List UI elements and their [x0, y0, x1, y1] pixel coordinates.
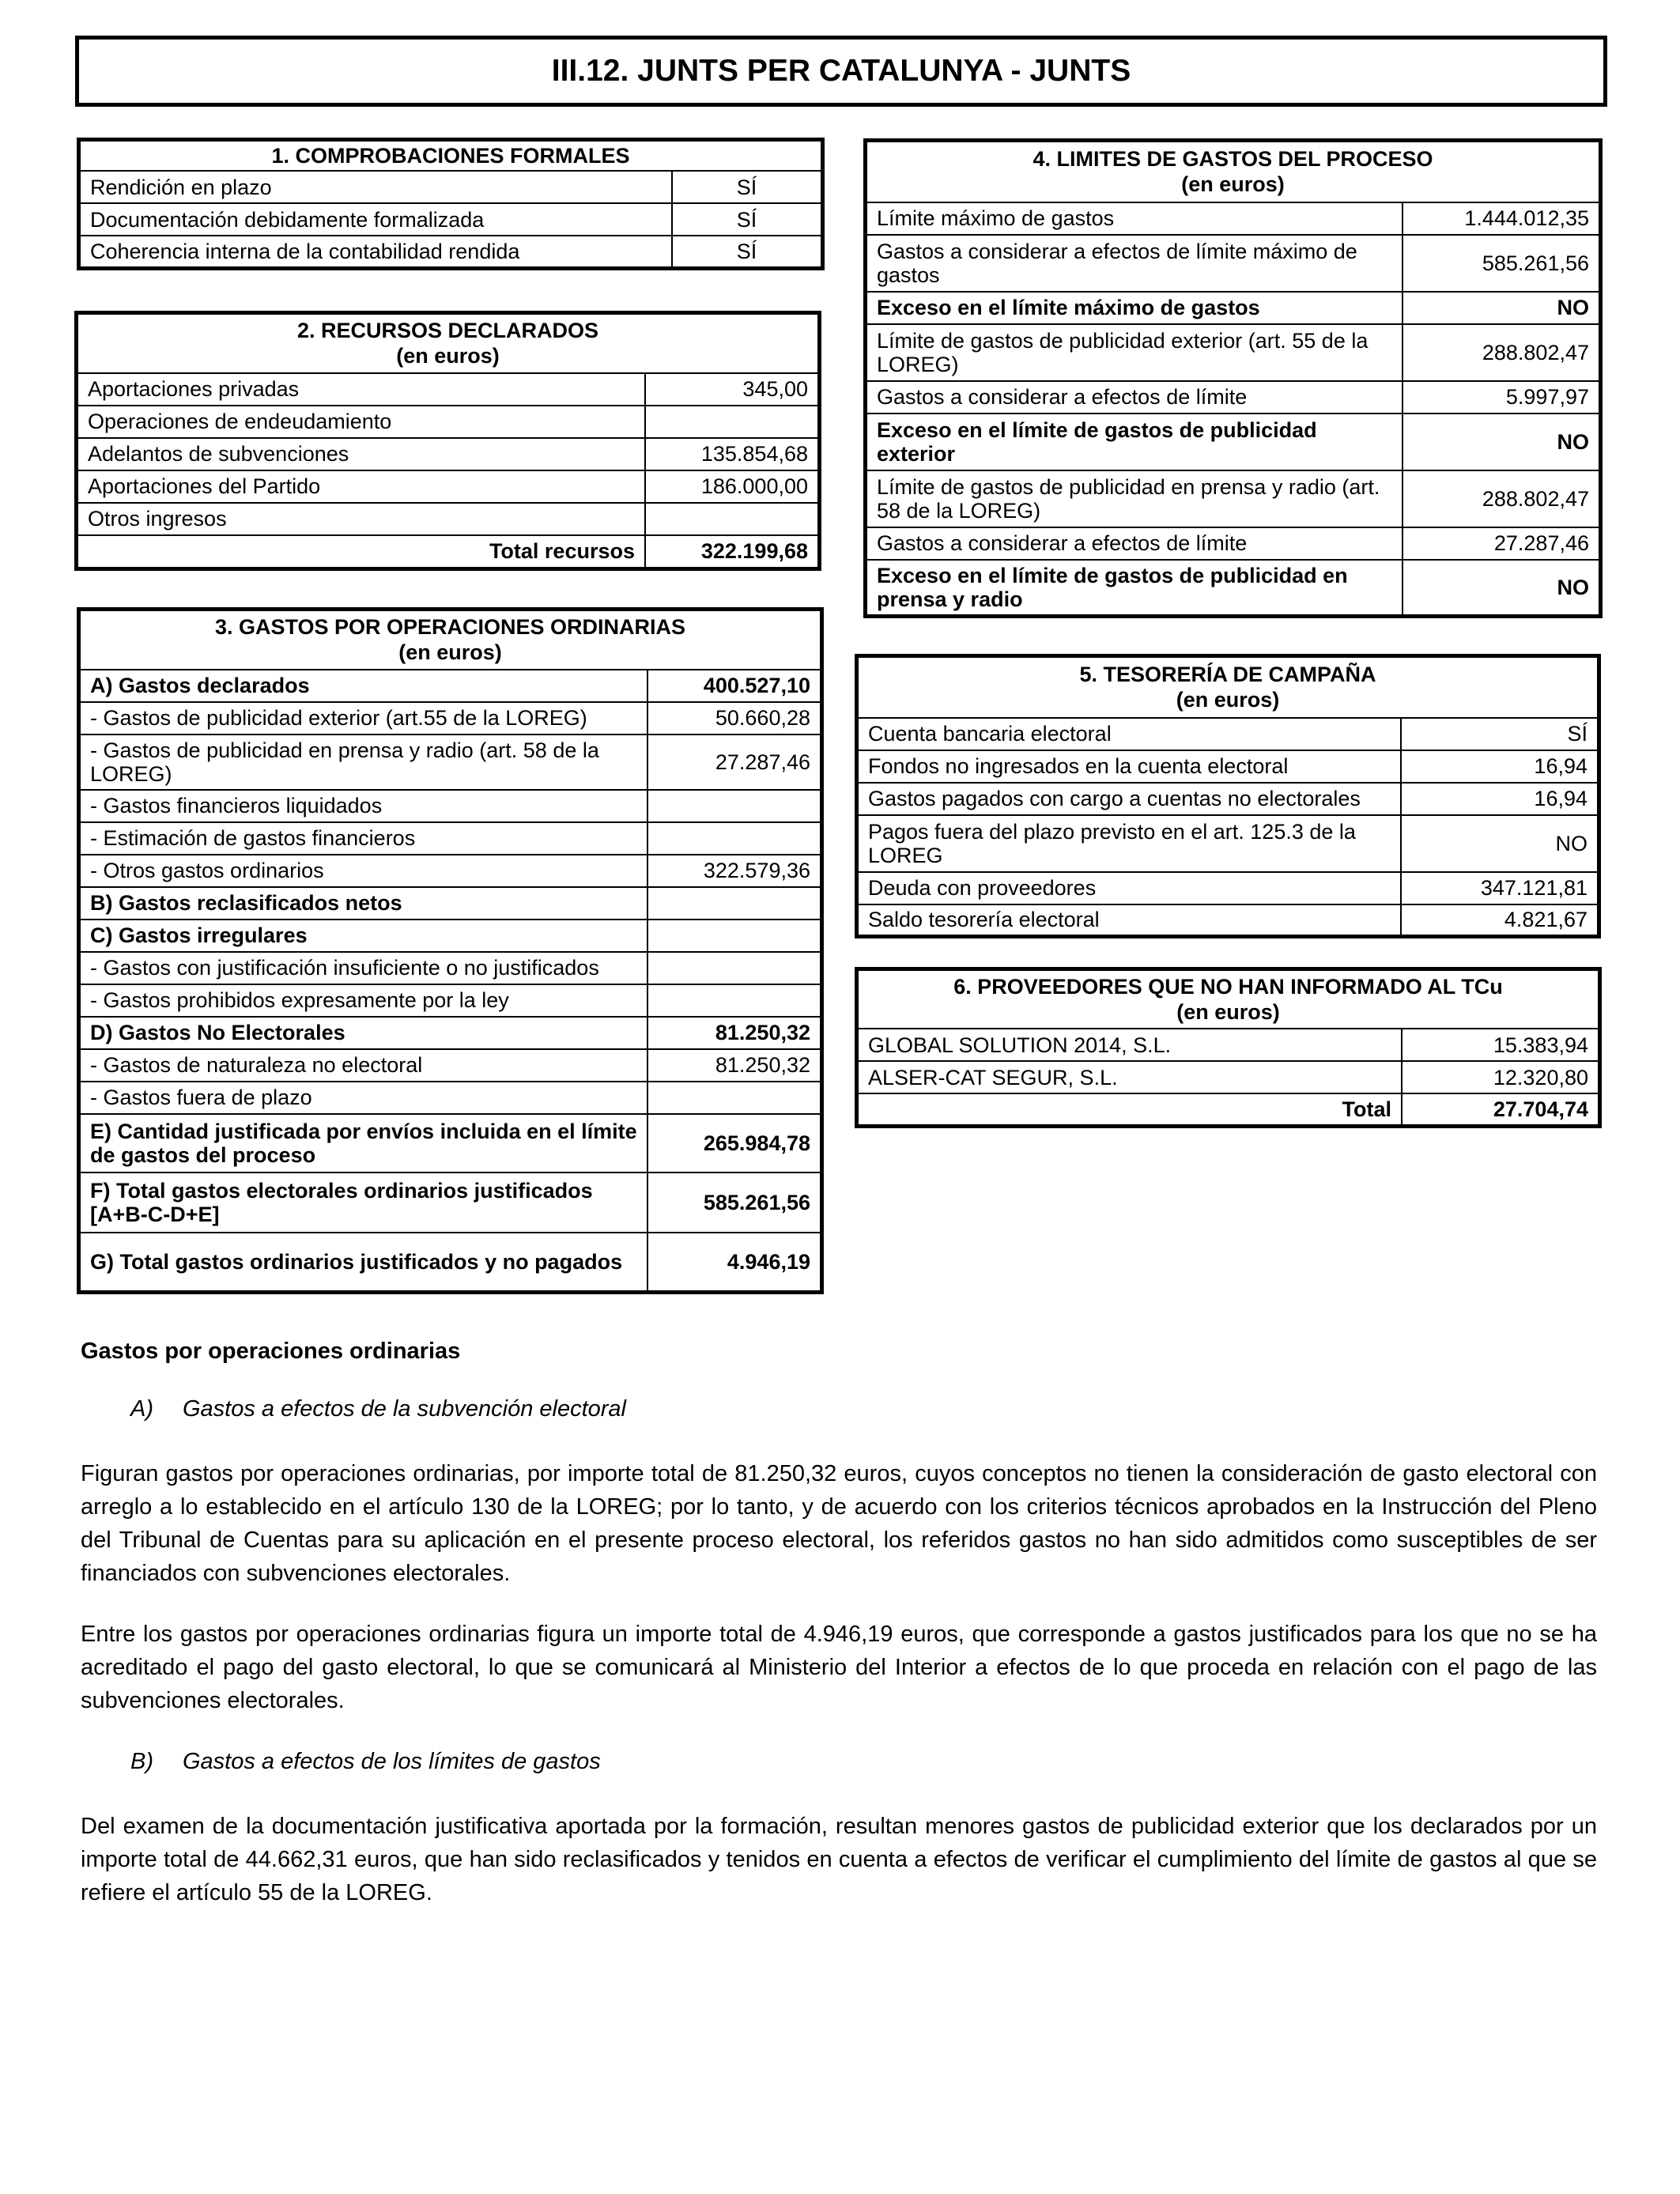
table-row: Exceso en el límite de gastos de publicidad exterior NO [866, 413, 1601, 470]
table-row: Pagos fuera del plazo previsto en el art. 125.3 de la LOREG NO [857, 815, 1599, 872]
table-row: D) Gastos No Electorales 81.250,32 [79, 1017, 822, 1049]
table-row: Exceso en el límite máximo de gastos NO [866, 292, 1601, 324]
page-title: III.12. JUNTS PER CATALUNYA - JUNTS [75, 36, 1607, 107]
table-row: Adelantos de subvenciones 135.854,68 [77, 438, 820, 470]
table-row: Límite de gastos de publicidad exterior (art. 55 de la LOREG) 288.802,47 [866, 324, 1601, 381]
total-row: Total 27.704,74 [857, 1093, 1600, 1126]
table-row: Saldo tesorería electoral 4.821,67 [857, 904, 1599, 937]
table-row: C) Gastos irregulares [79, 920, 822, 952]
table-row: Deuda con proveedores 347.121,81 [857, 872, 1599, 904]
table-row: - Estimación de gastos financieros [79, 822, 822, 855]
recursos-header: 2. RECURSOS DECLARADOS (en euros) [77, 313, 820, 373]
paragraph-1: Figuran gastos por operaciones ordinarias, por importe total de 81.250,32 euros, cuyos conceptos no tienen la consideración de gasto electoral con arreglo a lo establecido en el artículo 130 de la LOREG; por lo tanto, y de acuerdo con los criterios técnicos aprobados en la Instrucción del Pleno del Tribunal de Cuentas para su aplicación en el presente proceso electoral, los referidos gastos no han sido admitidos como susceptibles de ser financiados con subvenciones electorales. [81, 1461, 1597, 1586]
table-row: A) Gastos declarados 400.527,10 [79, 670, 822, 702]
table-row: Exceso en el límite de gastos de publicidad en prensa y radio NO [866, 560, 1601, 617]
total-row: Total recursos 322.199,68 [77, 535, 820, 569]
table-row: E) Cantidad justificada por envíos incluida en el límite de gastos del proceso 265.984,78 [79, 1114, 822, 1173]
table-row: Otros ingresos [77, 503, 820, 535]
table-row: G) Total gastos ordinarios justificados y no pagados 4.946,19 [79, 1233, 822, 1293]
recursos-table [74, 311, 821, 571]
table-row: - Otros gastos ordinarios 322.579,36 [79, 855, 822, 887]
table-row: Cuenta bancaria electoral SÍ [857, 718, 1599, 750]
paragraph-3: Del examen de la documentación justificativa aportada por la formación, resultan menores gastos de publicidad exterior que los declarados por un importe total de 44.662,31 euros, que han sido reclasificados y tenidos en cuenta a efectos de verificar el cumplimiento del límite de gastos al que se refiere el artículo 55 de la LOREG. [81, 1814, 1597, 1905]
paragraph-2: Entre los gastos por operaciones ordinarias figura un importe total de 4.946,19 euros, que corresponde a gastos justificados para los que no se ha acreditado el pago del gasto electoral, lo que se comunicará al Ministerio del Interior a efectos de lo que proceda en relación con el pago de las subvenciones electorales. [81, 1622, 1597, 1713]
table-row: - Gastos financieros liquidados [79, 790, 822, 822]
proveedores-header: 6. PROVEEDORES QUE NO HAN INFORMADO AL TCu (en euros) [857, 969, 1600, 1029]
table-row: Fondos no ingresados en la cuenta electoral 16,94 [857, 750, 1599, 783]
subheading-a: A) Gastos a efectos de la subvención electoral [130, 1396, 626, 1422]
table-row: Documentación debidamente formalizada SÍ [79, 203, 823, 236]
table-row: - Gastos de naturaleza no electoral 81.250,32 [79, 1049, 822, 1082]
table-row: Límite de gastos de publicidad en prensa y radio (art. 58 de la LOREG) 288.802,47 [866, 470, 1601, 527]
table-row: - Gastos de publicidad en prensa y radio (art. 58 de la LOREG) 27.287,46 [79, 734, 822, 790]
subheading-b: B) Gastos a efectos de los límites de gastos [130, 1749, 601, 1774]
table-row: GLOBAL SOLUTION 2014, S.L. 15.383,94 [857, 1029, 1600, 1061]
section-heading: Gastos por operaciones ordinarias [81, 1339, 461, 1364]
gastos-header: 3. GASTOS POR OPERACIONES ORDINARIAS (en euros) [79, 610, 822, 670]
table-row: Gastos pagados con cargo a cuentas no electorales 16,94 [857, 783, 1599, 815]
proveedores-table [855, 967, 1602, 1128]
table-row: Gastos a considerar a efectos de límite 5.997,97 [866, 381, 1601, 413]
table-row: - Gastos fuera de plazo [79, 1082, 822, 1114]
table-row: F) Total gastos electorales ordinarios justificados [A+B-C-D+E] 585.261,56 [79, 1173, 822, 1233]
table-row: B) Gastos reclasificados netos [79, 887, 822, 920]
table-row: - Gastos prohibidos expresamente por la ley [79, 984, 822, 1017]
table-row: Aportaciones del Partido 186.000,00 [77, 470, 820, 503]
table-row: Límite máximo de gastos 1.444.012,35 [866, 202, 1601, 235]
table-row: Operaciones de endeudamiento [77, 406, 820, 438]
table-row: - Gastos de publicidad exterior (art.55 de la LOREG) 50.660,28 [79, 702, 822, 734]
table-row: Gastos a considerar a efectos de límite máximo de gastos 585.261,56 [866, 235, 1601, 292]
table-row: Rendición en plazo SÍ [79, 171, 823, 203]
gastos-table [77, 607, 824, 1294]
tesoreria-table [855, 654, 1601, 938]
limites-header: 4. LIMITES DE GASTOS DEL PROCESO (en euros) [866, 141, 1601, 202]
table-row: Aportaciones privadas 345,00 [77, 373, 820, 406]
comprobaciones-table [77, 138, 825, 270]
comprobaciones-header: 1. COMPROBACIONES FORMALES [79, 140, 823, 172]
table-row: Gastos a considerar a efectos de límite 27.287,46 [866, 527, 1601, 560]
limites-table [863, 138, 1603, 618]
tesoreria-header: 5. TESORERÍA DE CAMPAÑA (en euros) [857, 656, 1599, 718]
table-row: ALSER-CAT SEGUR, S.L. 12.320,80 [857, 1061, 1600, 1093]
table-row: - Gastos con justificación insuficiente o no justificados [79, 952, 822, 984]
table-row: Coherencia interna de la contabilidad rendida SÍ [79, 236, 823, 268]
